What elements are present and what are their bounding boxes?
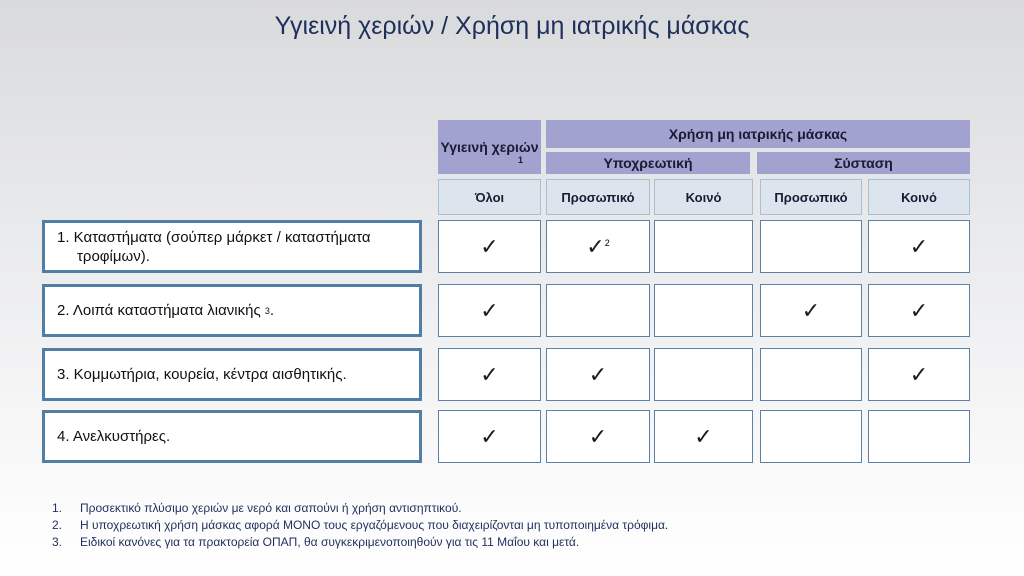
check-icon: ✓ <box>480 361 499 387</box>
header-mandatory: Υποχρεωτική <box>546 152 750 174</box>
row2-hygiene-cell <box>438 284 541 337</box>
check-icon: ✓ <box>588 361 608 387</box>
row1-hygiene-cell <box>438 220 541 273</box>
check-icon: ✓ <box>586 233 605 259</box>
row2-staff-mandatory-cell <box>546 284 650 337</box>
row1-staff-recommended-cell <box>760 220 862 273</box>
row3-hygiene-cell <box>438 348 541 401</box>
row4-staff-mandatory-cell <box>546 410 650 463</box>
row-label-1-line1: 1. Καταστήματα (σούπερ μάρκετ / καταστήματα <box>57 228 371 246</box>
header-public-mandatory: Κοινό <box>654 179 753 215</box>
footnote-number: 1. <box>52 501 63 515</box>
footnote-number: 3. <box>52 535 63 549</box>
check-icon: ✓ <box>909 233 929 259</box>
row1-mark-sup: 2 <box>604 237 610 248</box>
check-icon: ✓ <box>801 297 821 323</box>
row-label-2 <box>42 284 422 337</box>
row4-public-recommended-cell <box>868 410 970 463</box>
row2-public-mandatory-cell <box>654 284 753 337</box>
row2-public-recommended-cell <box>868 284 970 337</box>
row4-hygiene-cell <box>438 410 541 463</box>
footnote-text: Προσεκτικό πλύσιμο χεριών με νερό και σαπούνι ή χρήση αντισηπτικού. <box>80 501 462 515</box>
row4-staff-recommended-cell <box>760 410 862 463</box>
row3-public-recommended-cell <box>868 348 970 401</box>
row1-staff-mandatory-cell <box>546 220 650 273</box>
header-hand-hygiene <box>438 120 541 174</box>
row-label-1 <box>42 220 422 273</box>
check-icon: ✓ <box>694 423 713 449</box>
footnote-text: Ειδικοί κανόνες για τα πρακτορεία ΟΠΑΠ, θα συγκεκριμενοποιηθούν για τις 11 Μαΐου και μετά. <box>80 535 580 549</box>
header-recommended: Σύσταση <box>757 152 970 174</box>
footnote-number: 2. <box>52 518 63 532</box>
slide-title: Υγιεινή χεριών / Χρήση μη ιατρικής μάσκας <box>274 12 750 40</box>
header-public-recommended: Κοινό <box>868 179 970 215</box>
row3-staff-mandatory-cell <box>546 348 650 401</box>
header-hand-hygiene-text: Υγιεινή χεριών <box>440 138 539 155</box>
row-label-2-end: . <box>269 302 275 319</box>
check-icon: ✓ <box>909 361 929 387</box>
row1-public-mandatory-cell <box>654 220 753 273</box>
footnote-1 <box>52 501 668 518</box>
footnote-2 <box>52 518 668 535</box>
footnotes <box>52 501 668 552</box>
check-icon: ✓ <box>588 423 608 449</box>
header-hand-hygiene-sup: 1 <box>517 155 523 165</box>
check-icon: ✓ <box>909 297 929 323</box>
check-icon: ✓ <box>480 423 499 449</box>
check-icon: ✓ <box>480 233 499 259</box>
row-label-3: 3. Κομμωτήρια, κουρεία, κέντρα αισθητικής. <box>42 348 422 401</box>
header-mask-use: Χρήση μη ιατρικής μάσκας <box>546 120 970 148</box>
row-label-2-text: 2. Λοιπά καταστήματα λιανικής <box>57 302 261 319</box>
row3-staff-recommended-cell <box>760 348 862 401</box>
header-staff-recommended: Προσωπικό <box>760 179 862 215</box>
row2-staff-recommended-cell <box>760 284 862 337</box>
row1-public-recommended-cell <box>868 220 970 273</box>
footnote-text: Η υποχρεωτική χρήση μάσκας αφορά ΜΟΝΟ τους εργαζόμενους που διαχειρίζονται μη τυποποιημένα τρόφιμα. <box>80 518 669 532</box>
row3-public-mandatory-cell <box>654 348 753 401</box>
row-label-4: 4. Ανελκυστήρες. <box>42 410 422 463</box>
row-label-2-sup: 3 <box>264 305 270 316</box>
check-icon: ✓ <box>480 297 499 323</box>
header-staff-mandatory: Προσωπικό <box>546 179 650 215</box>
row-label-1-line2: τροφίμων). <box>77 247 150 265</box>
footnote-3 <box>52 535 668 552</box>
row4-public-mandatory-cell <box>654 410 753 463</box>
header-all: Όλοι <box>438 179 541 215</box>
